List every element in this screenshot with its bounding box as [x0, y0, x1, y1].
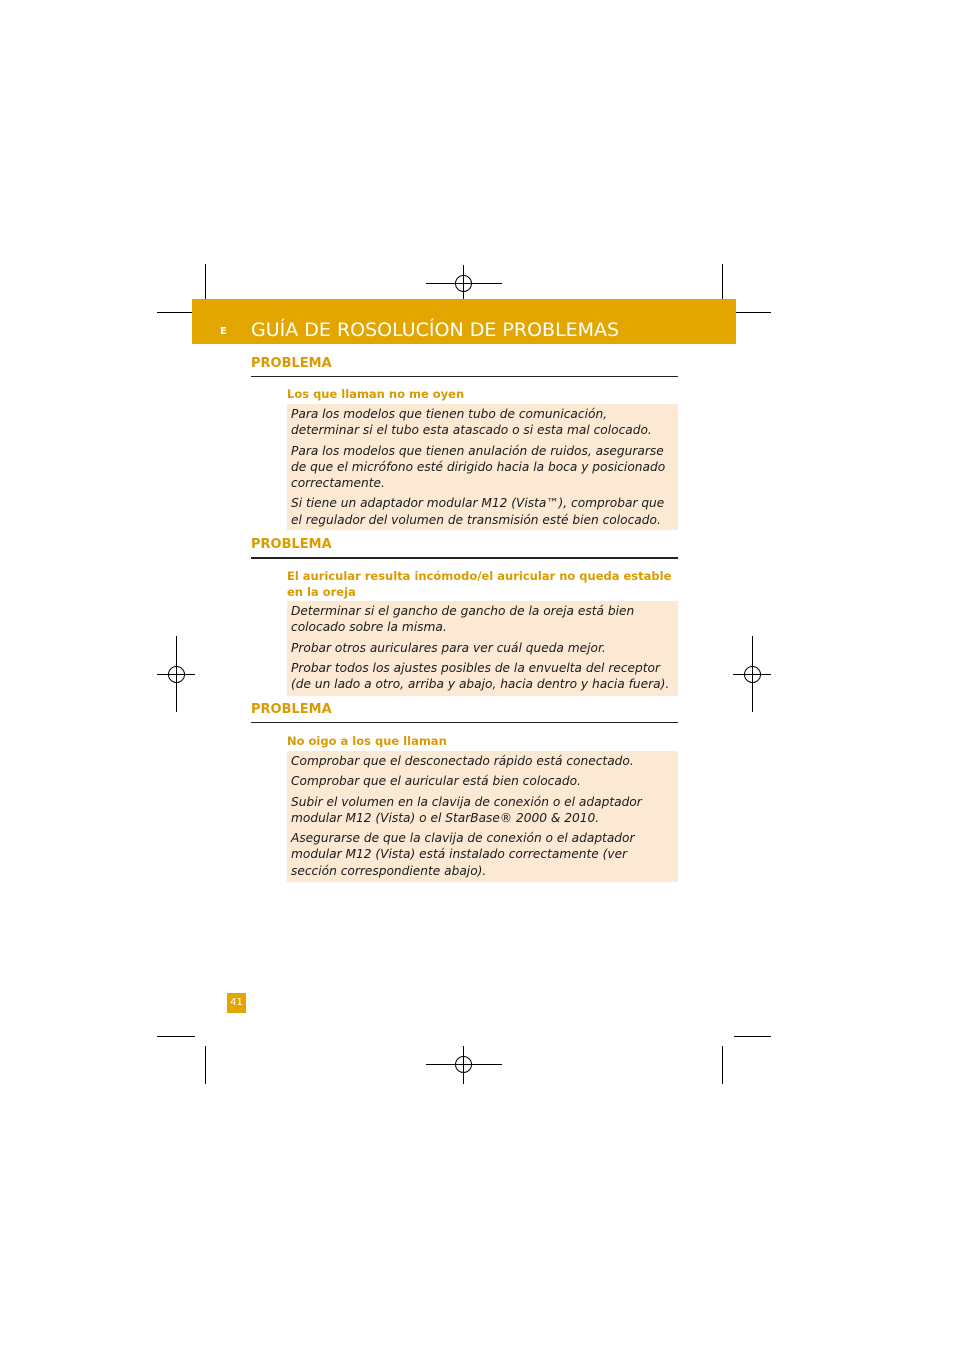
- problem-heading: PROBLEMA: [251, 356, 332, 371]
- solution-item: Para los modelos que tienen anulación de ruidos, asegurarse de que el micrófono esté dirigido hacia la boca y posicionado correctamente.: [291, 443, 666, 491]
- solution-item: Probar todos los ajustes posibles de la envuelta del receptor (de un lado a otro, arriba y abajo, hacia dentro y hacia fuera).: [291, 660, 670, 692]
- solution-item: Subir el volumen en la clavija de conexión o el adaptador modular M12 (Vista) o el StarBase® 2000 & 2010.: [291, 794, 642, 825]
- solution-item: Si tiene un adaptador modular M12 (Vista™), comprobar que el regulador del volumen de transmisión esté bien colocado.: [291, 496, 665, 527]
- section-divider: [251, 722, 678, 723]
- solution-item: Comprobar que el auricular está bien colocado.: [291, 774, 581, 789]
- solution-item: Comprobar que el desconectado rápido está conectado.: [291, 754, 634, 768]
- problem-heading: PROBLEMA: [251, 537, 332, 552]
- solution-item: Asegurarse de que la clavija de conexión o el adaptador modular M12 (Vista) está instalado correctamente (ver sección correspondiente abajo).: [291, 831, 635, 878]
- problem-subtitle: No oigo a los que llaman: [287, 734, 447, 748]
- problem-heading: PROBLEMA: [251, 702, 332, 717]
- problem-subtitle: Los que llaman no me oyen: [287, 387, 465, 401]
- solution-box: [287, 751, 678, 882]
- problem-subtitle: El auricular resulta incómodo/el auricular no queda estable en la oreja: [287, 569, 672, 599]
- section-divider: [251, 376, 678, 377]
- section-divider: [251, 557, 678, 559]
- solution-box: [287, 601, 678, 696]
- solution-item: Probar otros auriculares para ver cuál queda mejor.: [291, 640, 606, 655]
- solution-item: Determinar si el gancho de gancho de la oreja está bien colocado sobre la misma.: [291, 604, 635, 635]
- language-letter: E: [220, 326, 227, 337]
- solution-box: [287, 404, 678, 530]
- solution-item: Para los modelos que tienen tubo de comunicación, determinar si el tubo esta atascado o si esta mal colocado.: [291, 407, 652, 438]
- page-title: GUÍA DE ROSOLUCÍON DE PROBLEMAS: [251, 319, 620, 341]
- page-number: 41: [227, 993, 246, 1013]
